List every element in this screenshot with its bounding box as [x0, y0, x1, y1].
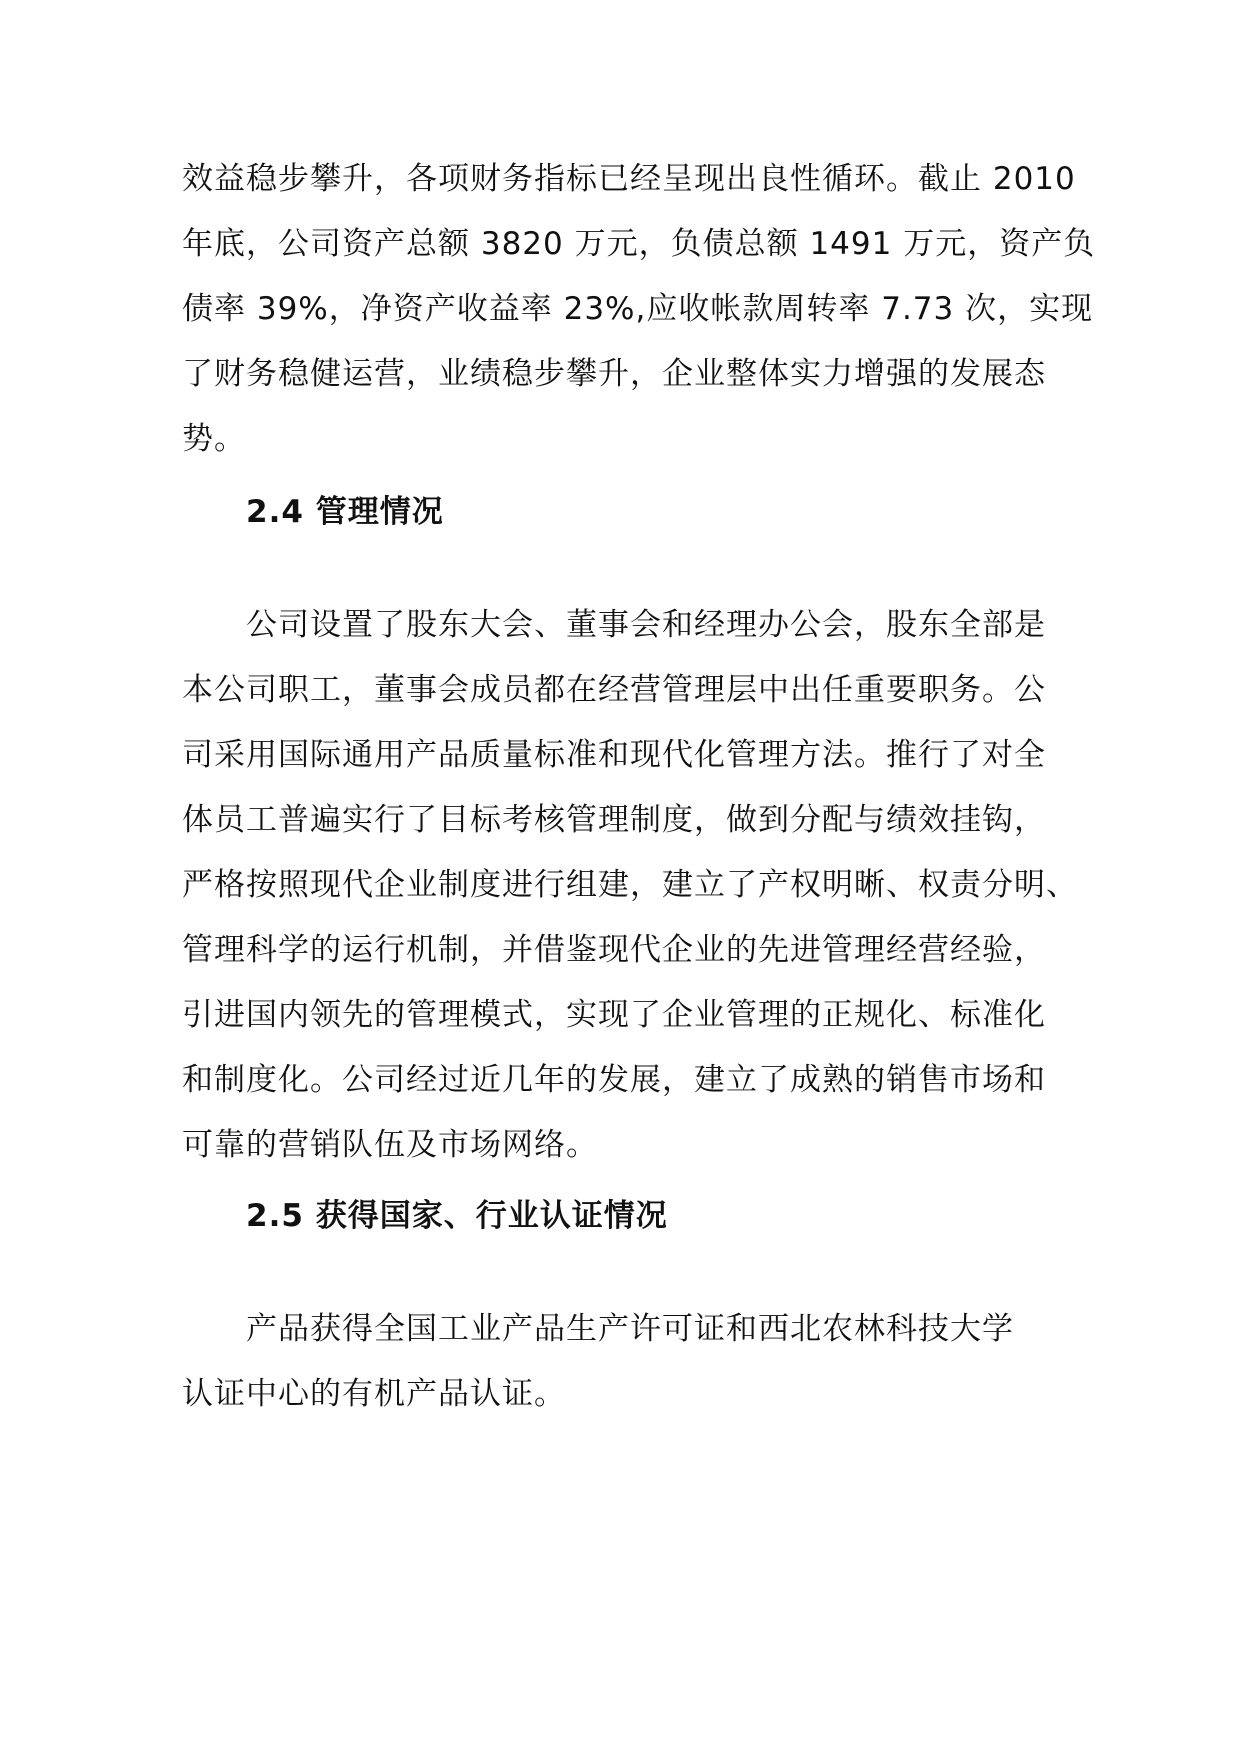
- text-line: 和制度化。公司经过近几年的发展，建立了成熟的销售市场和: [182, 1062, 1046, 1098]
- paragraph-certification: [182, 1297, 1072, 1427]
- text-line: 公司设置了股东大会、董事会和经理办公会，股东全部是: [246, 607, 1046, 643]
- section-heading-2-4: 2.4 管理情况: [246, 494, 444, 530]
- text-line: 管理科学的运行机制，并借鉴现代企业的先进管理经营经验，: [182, 932, 1046, 968]
- paragraph-management: [182, 593, 1078, 1178]
- paragraph-financial-summary: [182, 147, 1096, 472]
- text-line: 产品获得全国工业产品生产许可证和西北农林科技大学: [246, 1311, 1014, 1347]
- text-line: 年底，公司资产总额 3820 万元，负债总额 1491 万元，资产负: [182, 226, 1096, 262]
- text-line: 体员工普遍实行了目标考核管理制度，做到分配与绩效挂钩，: [182, 802, 1046, 838]
- text-line: 势。: [182, 421, 246, 457]
- text-line: 了财务稳健运营，业绩稳步攀升，企业整体实力增强的发展态: [182, 356, 1046, 392]
- text-line: 严格按照现代企业制度进行组建，建立了产权明晰、权责分明、: [182, 867, 1078, 903]
- text-line: 效益稳步攀升，各项财务指标已经呈现出良性循环。截止 2010: [182, 161, 1076, 197]
- text-line: 债率 39%，净资产收益率 23%,应收帐款周转率 7.73 次，实现: [182, 291, 1094, 327]
- text-line: 本公司职工，董事会成员都在经营管理层中出任重要职务。公: [182, 672, 1046, 708]
- text-line: 可靠的营销队伍及市场网络。: [182, 1127, 598, 1163]
- text-line: 司采用国际通用产品质量标准和现代化管理方法。推行了对全: [182, 737, 1046, 773]
- text-line: 认证中心的有机产品认证。: [182, 1376, 566, 1412]
- section-heading-2-5: 2.5 获得国家、行业认证情况: [246, 1198, 668, 1234]
- text-line: 引进国内领先的管理模式，实现了企业管理的正规化、标准化: [182, 997, 1046, 1033]
